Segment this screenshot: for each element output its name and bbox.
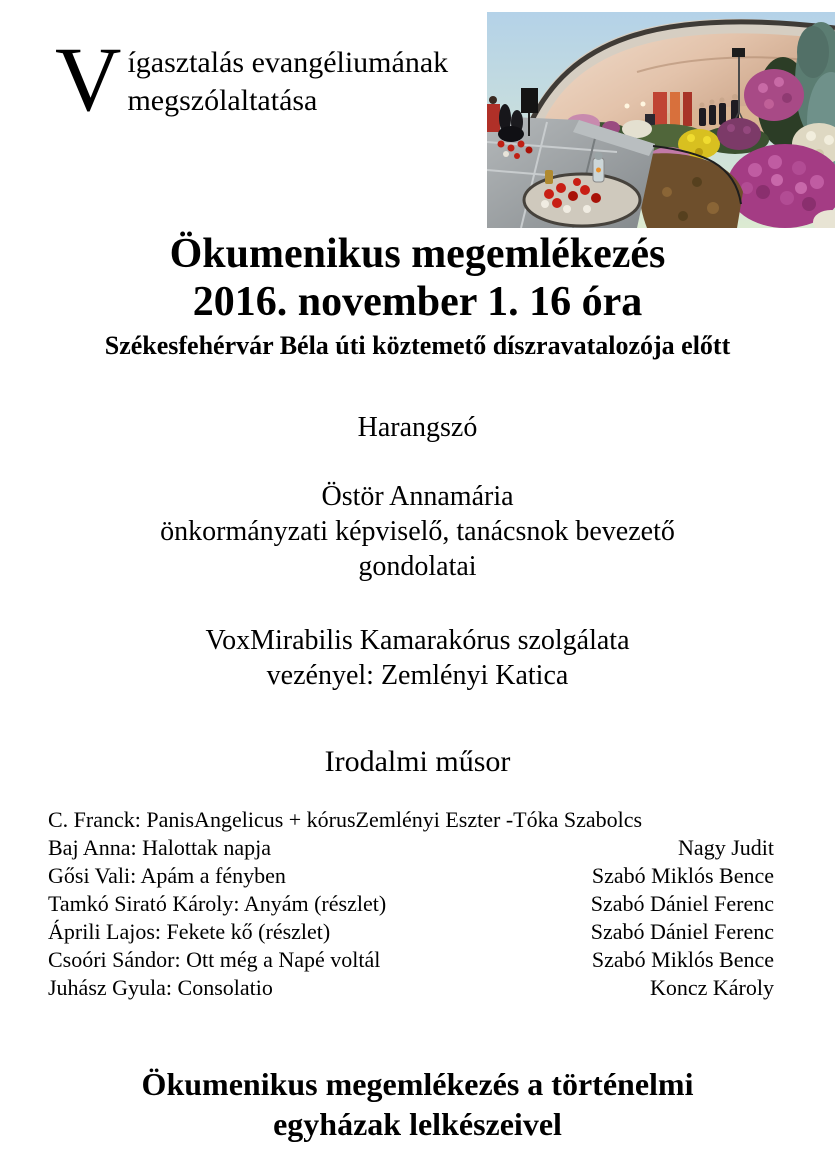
event-title: Ökumenikus megemlékezés [169,231,666,277]
program-row [48,862,774,890]
ceremony-photo-illustration [487,12,835,228]
program-piece: Tamkó Sirató Károly: Anyám (részlet) [48,891,387,916]
program-piece: Baj Anna: Halottak napja [48,835,271,860]
dropcap-v: V [55,28,122,130]
masthead-line-1: ígasztalás evangéliumának [127,46,449,79]
program-piece: Gősi Vali: Apám a fényben [48,863,286,888]
program-performer: Szabó Miklós Bence [591,947,774,972]
footer-line-1: Ökumenikus megemlékezés a történelmi [141,1066,694,1102]
program-piece: C. Franck: PanisAngelicus + kórusZemlényi Eszter -Tóka Szabolcs [48,807,643,832]
speaker-role-line-2: gondolatai [358,551,477,582]
speaker-role-line-1: önkormányzati képviselő, tanácsnok bevezető [160,516,675,547]
program-performer: Nagy Judit [678,835,774,860]
program-list [48,806,774,1002]
program-row [48,974,774,1002]
conductor-name: vezényel: Zemlényi Katica [266,660,569,691]
event-location: Székesfehérvár Béla úti köztemető díszravatalozója előtt [104,331,731,360]
bells-label: Harangszó [357,412,478,443]
program-row [48,918,774,946]
program-piece: Áprili Lajos: Fekete kő (részlet) [48,919,331,944]
title-block [0,230,835,363]
footer-line-2: egyházak lelkészeivel [273,1106,562,1142]
program-row [48,834,774,862]
program-performer: Szabó Miklós Bence [591,863,774,888]
program-performer: Szabó Dániel Ferenc [590,919,774,944]
program-row [48,806,774,834]
speaker-name: Östör Annamária [321,481,514,512]
program-performer: Szabó Dániel Ferenc [590,891,774,916]
event-date: 2016. november 1. 16 óra [192,279,643,325]
ceremony-photo [487,12,835,228]
choir-name: VoxMirabilis Kamarakórus szolgálata [205,625,630,656]
choir-section [0,623,835,693]
masthead [55,28,495,130]
program-heading: Irodalmi műsor [324,745,511,778]
program-performer: Koncz Károly [649,975,774,1000]
bells-section [0,410,835,445]
footer-block [0,1064,835,1144]
speaker-section [0,479,835,584]
program-heading-block [0,744,835,780]
program-row [48,946,774,974]
masthead-line-2: megszólaltatása [127,84,318,117]
program-piece: Juhász Gyula: Consolatio [48,975,273,1000]
program-row [48,890,774,918]
program-piece: Csoóri Sándor: Ott még a Napé voltál [48,947,381,972]
